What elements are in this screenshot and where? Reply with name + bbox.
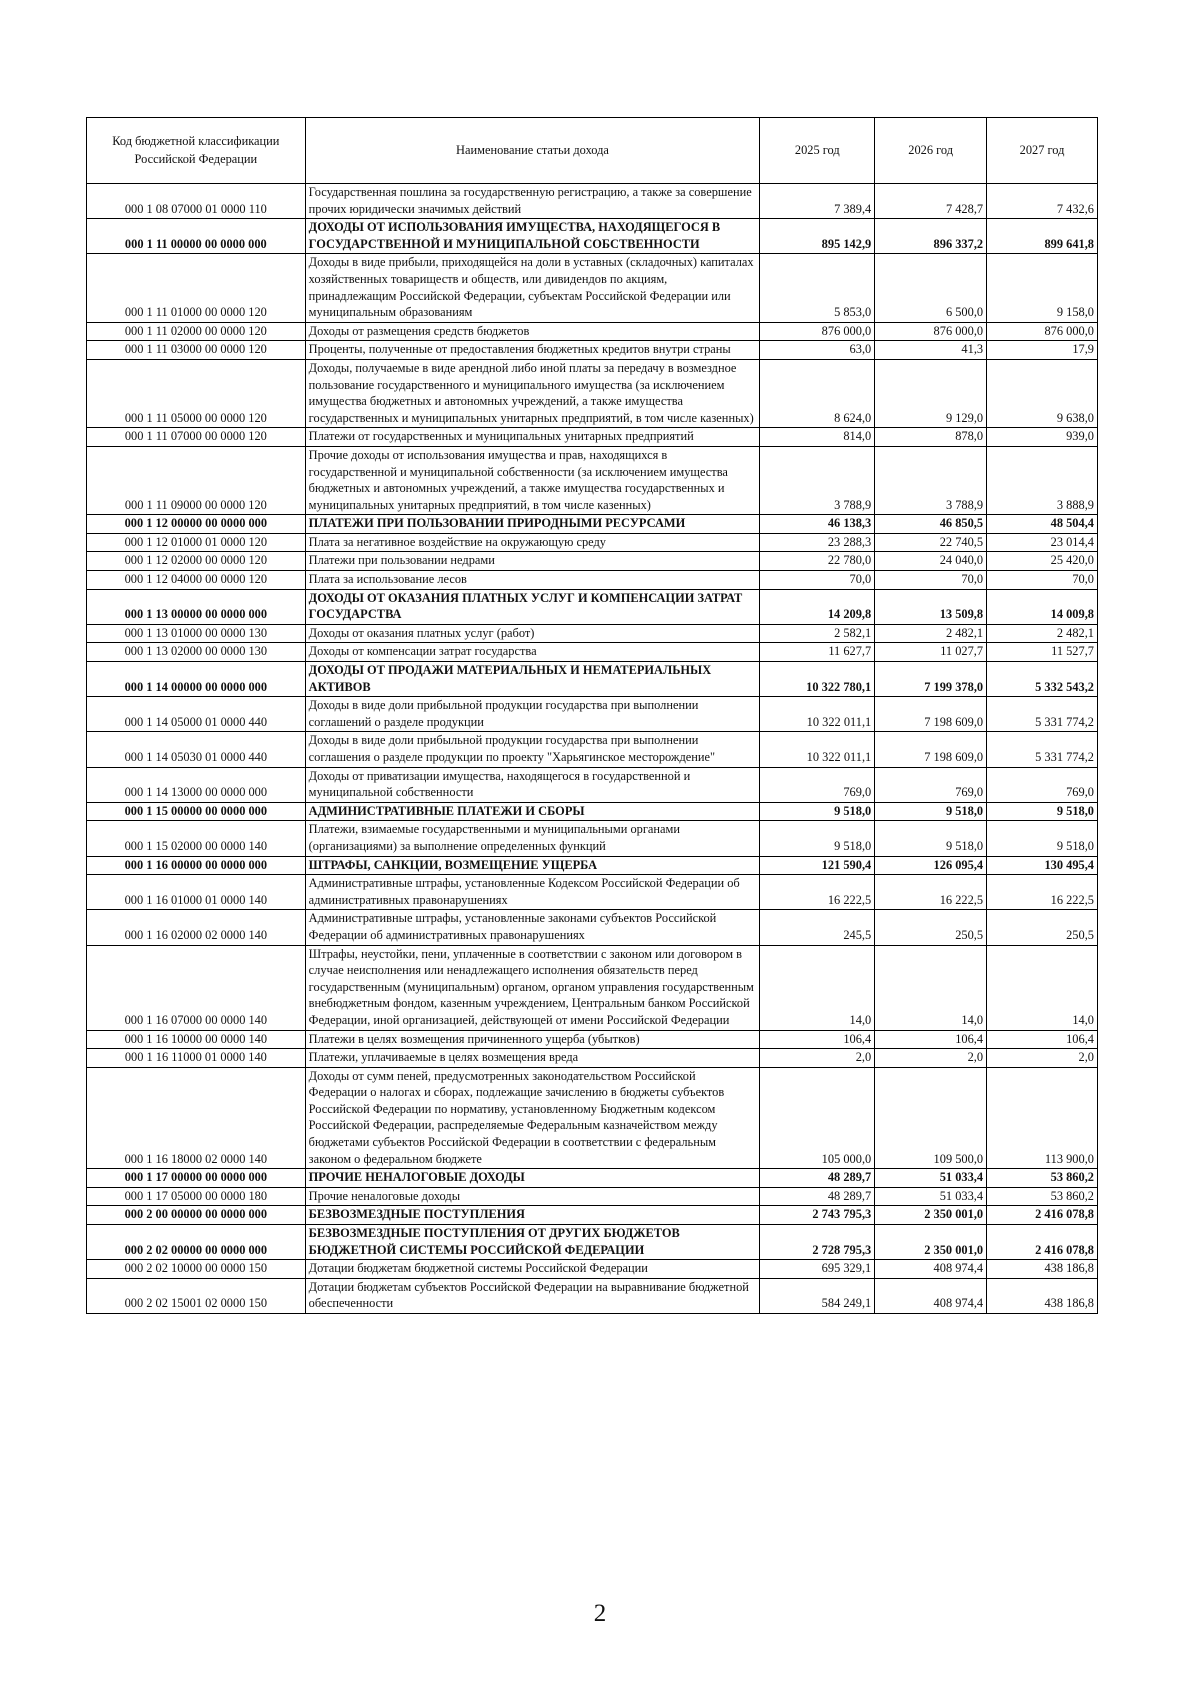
cell-2027: 2 482,1 bbox=[987, 624, 1098, 643]
cell-2026: 24 040,0 bbox=[875, 552, 987, 571]
cell-2027: 9 518,0 bbox=[987, 802, 1098, 821]
cell-2027: 5 331 774,2 bbox=[987, 697, 1098, 732]
cell-2025: 2,0 bbox=[760, 1049, 875, 1068]
cell-2027: 130 495,4 bbox=[987, 856, 1098, 875]
table-row bbox=[87, 589, 1098, 624]
cell-name: Административные штрафы, установленные Кодексом Российской Федерации об административных правонарушениях bbox=[305, 875, 760, 910]
table-row bbox=[87, 1169, 1098, 1188]
table-row bbox=[87, 662, 1098, 697]
table-row bbox=[87, 428, 1098, 447]
cell-name: ШТРАФЫ, САНКЦИИ, ВОЗМЕЩЕНИЕ УЩЕРБА bbox=[305, 856, 760, 875]
cell-2027: 250,5 bbox=[987, 910, 1098, 945]
cell-2026: 2 350 001,0 bbox=[875, 1225, 987, 1260]
cell-name: Государственная пошлина за государственную регистрацию, а также за совершение прочих юридически значимых действий bbox=[305, 184, 760, 219]
table-row bbox=[87, 856, 1098, 875]
cell-2027: 14,0 bbox=[987, 945, 1098, 1030]
table-row bbox=[87, 1067, 1098, 1169]
table-row bbox=[87, 1030, 1098, 1049]
cell-2027: 3 888,9 bbox=[987, 446, 1098, 514]
table-row bbox=[87, 552, 1098, 571]
cell-code: 000 1 11 01000 00 0000 120 bbox=[87, 254, 306, 322]
cell-name: Доходы от сумм пеней, предусмотренных законодательством Российской Федерации о налогах и сборах, подлежащие зачислению в бюджеты субъектов Российской Федерации по нормативу, установленному Бюджетным кодексом Российской Федерации, распределяемые Федеральным казначейством между бюджетами субъектов Российской Федерации в соответствии с федеральным законом о федеральном бюджете bbox=[305, 1067, 760, 1169]
cell-2026: 41,3 bbox=[875, 341, 987, 360]
cell-name: Платежи, уплачиваемые в целях возмещения вреда bbox=[305, 1049, 760, 1068]
cell-2025: 584 249,1 bbox=[760, 1278, 875, 1313]
table-body bbox=[87, 184, 1098, 1314]
cell-2025: 10 322 011,1 bbox=[760, 697, 875, 732]
cell-2025: 105 000,0 bbox=[760, 1067, 875, 1169]
cell-2025: 769,0 bbox=[760, 767, 875, 802]
cell-2025: 70,0 bbox=[760, 571, 875, 590]
table-row bbox=[87, 875, 1098, 910]
cell-2025: 121 590,4 bbox=[760, 856, 875, 875]
cell-name: ДОХОДЫ ОТ ПРОДАЖИ МАТЕРИАЛЬНЫХ И НЕМАТЕРИАЛЬНЫХ АКТИВОВ bbox=[305, 662, 760, 697]
cell-code: 000 1 16 00000 00 0000 000 bbox=[87, 856, 306, 875]
cell-2026: 769,0 bbox=[875, 767, 987, 802]
header-name: Наименование статьи дохода bbox=[305, 118, 760, 184]
cell-name: Прочие неналоговые доходы bbox=[305, 1187, 760, 1206]
cell-name: Доходы от приватизации имущества, находящегося в государственной и муниципальной собственности bbox=[305, 767, 760, 802]
cell-2025: 2 728 795,3 bbox=[760, 1225, 875, 1260]
cell-name: АДМИНИСТРАТИВНЫЕ ПЛАТЕЖИ И СБОРЫ bbox=[305, 802, 760, 821]
cell-2026: 51 033,4 bbox=[875, 1169, 987, 1188]
cell-2026: 13 509,8 bbox=[875, 589, 987, 624]
cell-name: ДОХОДЫ ОТ ОКАЗАНИЯ ПЛАТНЫХ УСЛУГ И КОМПЕНСАЦИИ ЗАТРАТ ГОСУДАРСТВА bbox=[305, 589, 760, 624]
cell-name: ПЛАТЕЖИ ПРИ ПОЛЬЗОВАНИИ ПРИРОДНЫМИ РЕСУРСАМИ bbox=[305, 515, 760, 534]
cell-2026: 7 198 609,0 bbox=[875, 697, 987, 732]
cell-2025: 23 288,3 bbox=[760, 533, 875, 552]
cell-2026: 11 027,7 bbox=[875, 643, 987, 662]
page-number: 2 bbox=[593, 1600, 607, 1627]
cell-2025: 16 222,5 bbox=[760, 875, 875, 910]
table-row bbox=[87, 1206, 1098, 1225]
table-row bbox=[87, 571, 1098, 590]
cell-code: 000 1 13 01000 00 0000 130 bbox=[87, 624, 306, 643]
cell-2025: 876 000,0 bbox=[760, 322, 875, 341]
cell-2027: 5 331 774,2 bbox=[987, 732, 1098, 767]
cell-2026: 70,0 bbox=[875, 571, 987, 590]
cell-2026: 9 518,0 bbox=[875, 802, 987, 821]
cell-2027: 9 158,0 bbox=[987, 254, 1098, 322]
cell-code: 000 1 14 05000 01 0000 440 bbox=[87, 697, 306, 732]
cell-2026: 109 500,0 bbox=[875, 1067, 987, 1169]
table-row bbox=[87, 821, 1098, 856]
cell-code: 000 1 13 00000 00 0000 000 bbox=[87, 589, 306, 624]
table-row bbox=[87, 254, 1098, 322]
cell-2027: 16 222,5 bbox=[987, 875, 1098, 910]
cell-code: 000 1 16 02000 02 0000 140 bbox=[87, 910, 306, 945]
cell-code: 000 2 02 15001 02 0000 150 bbox=[87, 1278, 306, 1313]
cell-2027: 17,9 bbox=[987, 341, 1098, 360]
cell-code: 000 1 12 02000 00 0000 120 bbox=[87, 552, 306, 571]
cell-2025: 2 582,1 bbox=[760, 624, 875, 643]
cell-code: 000 1 16 01000 01 0000 140 bbox=[87, 875, 306, 910]
cell-code: 000 1 16 10000 00 0000 140 bbox=[87, 1030, 306, 1049]
cell-code: 000 1 17 00000 00 0000 000 bbox=[87, 1169, 306, 1188]
cell-2026: 46 850,5 bbox=[875, 515, 987, 534]
cell-2026: 408 974,4 bbox=[875, 1260, 987, 1279]
cell-2026: 126 095,4 bbox=[875, 856, 987, 875]
table-row bbox=[87, 1225, 1098, 1260]
cell-2026: 6 500,0 bbox=[875, 254, 987, 322]
cell-code: 000 1 11 05000 00 0000 120 bbox=[87, 359, 306, 427]
cell-name: БЕЗВОЗМЕЗДНЫЕ ПОСТУПЛЕНИЯ ОТ ДРУГИХ БЮДЖЕТОВ БЮДЖЕТНОЙ СИСТЕМЫ РОССИЙСКОЙ ФЕДЕРАЦИИ bbox=[305, 1225, 760, 1260]
table-row bbox=[87, 322, 1098, 341]
cell-name: Дотации бюджетам бюджетной системы Российской Федерации bbox=[305, 1260, 760, 1279]
cell-2027: 9 518,0 bbox=[987, 821, 1098, 856]
cell-2025: 106,4 bbox=[760, 1030, 875, 1049]
cell-2025: 46 138,3 bbox=[760, 515, 875, 534]
table-row bbox=[87, 624, 1098, 643]
cell-code: 000 1 12 04000 00 0000 120 bbox=[87, 571, 306, 590]
table-header-row bbox=[87, 118, 1098, 184]
table-row bbox=[87, 1187, 1098, 1206]
table-row bbox=[87, 446, 1098, 514]
cell-2025: 9 518,0 bbox=[760, 802, 875, 821]
cell-2026: 7 428,7 bbox=[875, 184, 987, 219]
table-row bbox=[87, 802, 1098, 821]
cell-2027: 53 860,2 bbox=[987, 1169, 1098, 1188]
cell-name: Доходы в виде прибыли, приходящейся на доли в уставных (складочных) капиталах хозяйственных товариществ и обществ, или дивидендов по акциям, принадлежащим Российской Федерации, субъектам Российской Федерации или муниципальным образованиям bbox=[305, 254, 760, 322]
cell-code: 000 2 02 10000 00 0000 150 bbox=[87, 1260, 306, 1279]
cell-name: Платежи в целях возмещения причиненного ущерба (убытков) bbox=[305, 1030, 760, 1049]
table-row bbox=[87, 341, 1098, 360]
cell-2026: 14,0 bbox=[875, 945, 987, 1030]
table-row bbox=[87, 1260, 1098, 1279]
cell-2025: 814,0 bbox=[760, 428, 875, 447]
cell-name: Проценты, полученные от предоставления бюджетных кредитов внутри страны bbox=[305, 341, 760, 360]
cell-2027: 23 014,4 bbox=[987, 533, 1098, 552]
table-row bbox=[87, 1278, 1098, 1313]
cell-2026: 408 974,4 bbox=[875, 1278, 987, 1313]
cell-code: 000 1 16 18000 02 0000 140 bbox=[87, 1067, 306, 1169]
cell-name: ДОХОДЫ ОТ ИСПОЛЬЗОВАНИЯ ИМУЩЕСТВА, НАХОДЯЩЕГОСЯ В ГОСУДАРСТВЕННОЙ И МУНИЦИПАЛЬНОЙ СОБСТВЕННОСТИ bbox=[305, 219, 760, 254]
cell-2027: 11 527,7 bbox=[987, 643, 1098, 662]
cell-2025: 10 322 780,1 bbox=[760, 662, 875, 697]
cell-2026: 22 740,5 bbox=[875, 533, 987, 552]
cell-code: 000 1 15 02000 00 0000 140 bbox=[87, 821, 306, 856]
cell-2025: 245,5 bbox=[760, 910, 875, 945]
cell-code: 000 1 15 00000 00 0000 000 bbox=[87, 802, 306, 821]
cell-2025: 8 624,0 bbox=[760, 359, 875, 427]
cell-2027: 899 641,8 bbox=[987, 219, 1098, 254]
cell-2027: 14 009,8 bbox=[987, 589, 1098, 624]
cell-2027: 438 186,8 bbox=[987, 1260, 1098, 1279]
cell-name: Доходы от компенсации затрат государства bbox=[305, 643, 760, 662]
cell-name: Прочие доходы от использования имущества и прав, находящихся в государственной и муниципальной собственности (за исключением имущества бюджетных и автономных учреждений, а также имущества государственных и муниципальных унитарных предприятий, в том числе казенных) bbox=[305, 446, 760, 514]
cell-code: 000 1 12 00000 00 0000 000 bbox=[87, 515, 306, 534]
cell-2026: 9 518,0 bbox=[875, 821, 987, 856]
cell-2025: 11 627,7 bbox=[760, 643, 875, 662]
cell-2027: 25 420,0 bbox=[987, 552, 1098, 571]
table-row bbox=[87, 1049, 1098, 1068]
cell-2026: 9 129,0 bbox=[875, 359, 987, 427]
table-row bbox=[87, 910, 1098, 945]
table-row bbox=[87, 533, 1098, 552]
cell-2027: 2 416 078,8 bbox=[987, 1225, 1098, 1260]
cell-2027: 48 504,4 bbox=[987, 515, 1098, 534]
cell-2026: 7 199 378,0 bbox=[875, 662, 987, 697]
header-code: Код бюджетной классификации Российской Федерации bbox=[87, 118, 306, 184]
cell-2027: 2,0 bbox=[987, 1049, 1098, 1068]
cell-2027: 2 416 078,8 bbox=[987, 1206, 1098, 1225]
header-2026: 2026 год bbox=[875, 118, 987, 184]
cell-2025: 695 329,1 bbox=[760, 1260, 875, 1279]
cell-2025: 22 780,0 bbox=[760, 552, 875, 571]
cell-code: 000 1 12 01000 01 0000 120 bbox=[87, 533, 306, 552]
cell-2027: 9 638,0 bbox=[987, 359, 1098, 427]
cell-2026: 51 033,4 bbox=[875, 1187, 987, 1206]
cell-2027: 7 432,6 bbox=[987, 184, 1098, 219]
cell-2027: 769,0 bbox=[987, 767, 1098, 802]
cell-name: ПРОЧИЕ НЕНАЛОГОВЫЕ ДОХОДЫ bbox=[305, 1169, 760, 1188]
cell-name: Административные штрафы, установленные законами субъектов Российской Федерации об административных правонарушениях bbox=[305, 910, 760, 945]
cell-2027: 106,4 bbox=[987, 1030, 1098, 1049]
cell-code: 000 1 14 05030 01 0000 440 bbox=[87, 732, 306, 767]
cell-2027: 53 860,2 bbox=[987, 1187, 1098, 1206]
cell-2025: 9 518,0 bbox=[760, 821, 875, 856]
cell-2025: 48 289,7 bbox=[760, 1187, 875, 1206]
cell-name: Доходы от оказания платных услуг (работ) bbox=[305, 624, 760, 643]
cell-name: Дотации бюджетам субъектов Российской Федерации на выравнивание бюджетной обеспеченности bbox=[305, 1278, 760, 1313]
cell-code: 000 2 02 00000 00 0000 000 bbox=[87, 1225, 306, 1260]
cell-2025: 895 142,9 bbox=[760, 219, 875, 254]
cell-name: Платежи при пользовании недрами bbox=[305, 552, 760, 571]
cell-code: 000 1 11 03000 00 0000 120 bbox=[87, 341, 306, 360]
table-row bbox=[87, 767, 1098, 802]
cell-2027: 939,0 bbox=[987, 428, 1098, 447]
cell-code: 000 1 11 07000 00 0000 120 bbox=[87, 428, 306, 447]
cell-code: 000 2 00 00000 00 0000 000 bbox=[87, 1206, 306, 1225]
cell-2025: 14,0 bbox=[760, 945, 875, 1030]
cell-2026: 250,5 bbox=[875, 910, 987, 945]
table-row bbox=[87, 219, 1098, 254]
cell-2027: 113 900,0 bbox=[987, 1067, 1098, 1169]
cell-name: Плата за негативное воздействие на окружающую среду bbox=[305, 533, 760, 552]
header-2027: 2027 год bbox=[987, 118, 1098, 184]
cell-2025: 14 209,8 bbox=[760, 589, 875, 624]
cell-2025: 5 853,0 bbox=[760, 254, 875, 322]
table-row bbox=[87, 515, 1098, 534]
cell-2026: 16 222,5 bbox=[875, 875, 987, 910]
cell-code: 000 1 11 02000 00 0000 120 bbox=[87, 322, 306, 341]
cell-2026: 876 000,0 bbox=[875, 322, 987, 341]
cell-code: 000 1 16 07000 00 0000 140 bbox=[87, 945, 306, 1030]
cell-2027: 438 186,8 bbox=[987, 1278, 1098, 1313]
cell-2025: 63,0 bbox=[760, 341, 875, 360]
cell-name: Штрафы, неустойки, пени, уплаченные в соответствии с законом или договором в случае неисполнения или ненадлежащего исполнения обязательств перед государственным (муниципальным) органом, органом управления государственным внебюджетным фондом, казенным учреждением, Центральным банком Российской Федерации, иной организацией, действующей от имени Российской Федерации bbox=[305, 945, 760, 1030]
cell-code: 000 1 11 00000 00 0000 000 bbox=[87, 219, 306, 254]
cell-name: Плата за использование лесов bbox=[305, 571, 760, 590]
table-row bbox=[87, 359, 1098, 427]
cell-2025: 2 743 795,3 bbox=[760, 1206, 875, 1225]
cell-2026: 2,0 bbox=[875, 1049, 987, 1068]
cell-code: 000 1 17 05000 00 0000 180 bbox=[87, 1187, 306, 1206]
table-row bbox=[87, 697, 1098, 732]
cell-2026: 2 350 001,0 bbox=[875, 1206, 987, 1225]
cell-code: 000 1 11 09000 00 0000 120 bbox=[87, 446, 306, 514]
cell-name: Платежи от государственных и муниципальных унитарных предприятий bbox=[305, 428, 760, 447]
header-2025: 2025 год bbox=[760, 118, 875, 184]
cell-2025: 48 289,7 bbox=[760, 1169, 875, 1188]
cell-2026: 7 198 609,0 bbox=[875, 732, 987, 767]
cell-2027: 876 000,0 bbox=[987, 322, 1098, 341]
table-row bbox=[87, 732, 1098, 767]
cell-name: Доходы от размещения средств бюджетов bbox=[305, 322, 760, 341]
revenue-table bbox=[86, 117, 1098, 1314]
cell-2026: 878,0 bbox=[875, 428, 987, 447]
cell-2025: 10 322 011,1 bbox=[760, 732, 875, 767]
table-row bbox=[87, 945, 1098, 1030]
cell-name: Доходы в виде доли прибыльной продукции государства при выполнении соглашений о разделе продукции bbox=[305, 697, 760, 732]
cell-2025: 7 389,4 bbox=[760, 184, 875, 219]
table-row bbox=[87, 184, 1098, 219]
cell-2026: 106,4 bbox=[875, 1030, 987, 1049]
cell-2025: 3 788,9 bbox=[760, 446, 875, 514]
cell-2027: 70,0 bbox=[987, 571, 1098, 590]
cell-code: 000 1 13 02000 00 0000 130 bbox=[87, 643, 306, 662]
cell-code: 000 1 16 11000 01 0000 140 bbox=[87, 1049, 306, 1068]
cell-name: Доходы в виде доли прибыльной продукции государства при выполнении соглашения о разделе продукции по проекту "Харьягинское месторождение" bbox=[305, 732, 760, 767]
cell-name: БЕЗВОЗМЕЗДНЫЕ ПОСТУПЛЕНИЯ bbox=[305, 1206, 760, 1225]
cell-name: Доходы, получаемые в виде арендной либо иной платы за передачу в возмездное пользование государственного и муниципального имущества (за исключением имущества бюджетных и автономных учреждений, а также имущества государственных и муниципальных унитарных предприятий, в том числе казенных) bbox=[305, 359, 760, 427]
cell-2027: 5 332 543,2 bbox=[987, 662, 1098, 697]
cell-code: 000 1 08 07000 01 0000 110 bbox=[87, 184, 306, 219]
cell-2026: 3 788,9 bbox=[875, 446, 987, 514]
cell-name: Платежи, взимаемые государственными и муниципальными органами (организациями) за выполнение определенных функций bbox=[305, 821, 760, 856]
table-row bbox=[87, 643, 1098, 662]
cell-2026: 896 337,2 bbox=[875, 219, 987, 254]
cell-code: 000 1 14 00000 00 0000 000 bbox=[87, 662, 306, 697]
cell-code: 000 1 14 13000 00 0000 000 bbox=[87, 767, 306, 802]
cell-2026: 2 482,1 bbox=[875, 624, 987, 643]
